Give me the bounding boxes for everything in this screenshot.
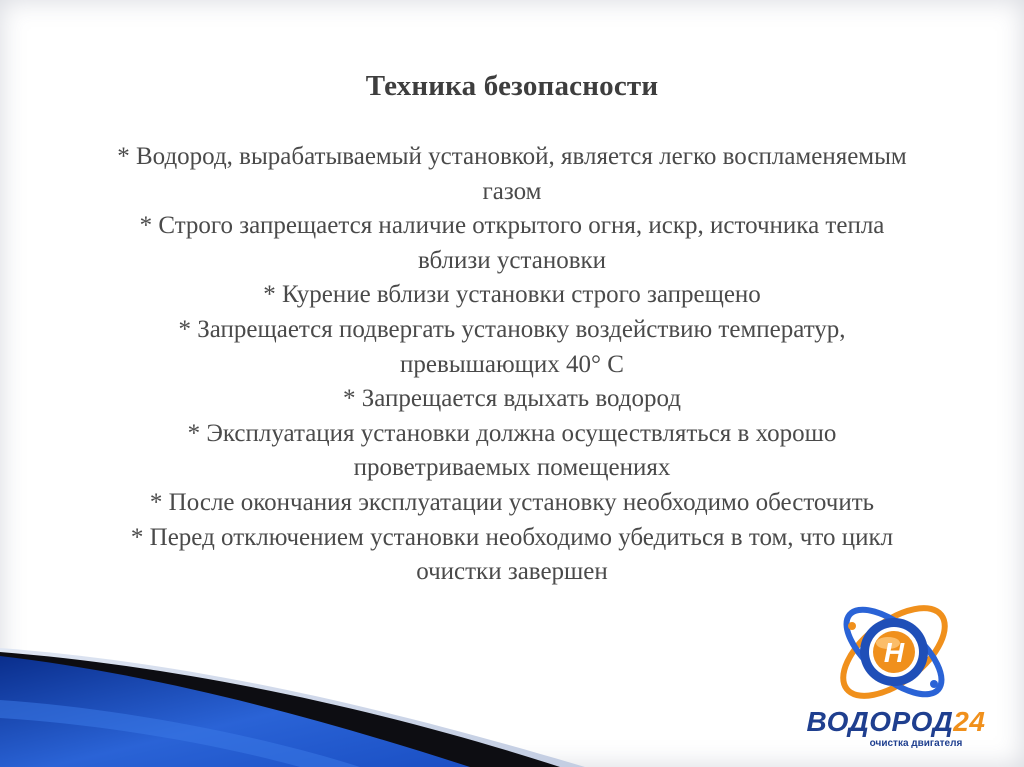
brand-number: 24	[953, 706, 986, 737]
emblem-letter: H	[883, 637, 905, 668]
brand-name: ВОДОРОД	[806, 706, 954, 737]
text-line: * Курение вблизи установки строго запрещено	[263, 281, 761, 309]
text-line: газом	[482, 177, 542, 205]
text-line: * Запрещается вдыхать водород	[342, 385, 682, 413]
text-line: * Строго запрещается наличие открытого огня, искр, источника тепла	[139, 212, 885, 240]
brand-tagline: очистка двигателя	[869, 738, 963, 749]
text-line: * Запрещается подвергать установку воздействию температур,	[178, 315, 846, 343]
text-line: проветриваемых помещениях	[353, 454, 671, 482]
slide-title: Техника безопасности	[365, 70, 659, 102]
text-line: * Перед отключением установки необходимо убедиться в том, что цикл	[130, 523, 894, 551]
text-line: * Водород, вырабатываемый установкой, является легко воспламеняемым	[117, 143, 907, 170]
text-line: вблизи установки	[417, 246, 607, 274]
text-line: очистки завершен	[416, 558, 608, 586]
brand-logo-wordmark	[783, 706, 1009, 738]
text-line: * Эксплуатация установки должна осуществляться в хорошо	[187, 419, 837, 447]
safety-rules-text	[40, 140, 984, 590]
text-line: * После окончания эксплуатации установку необходимо обесточить	[149, 488, 875, 516]
text-line: превышающих 40° С	[400, 350, 624, 378]
